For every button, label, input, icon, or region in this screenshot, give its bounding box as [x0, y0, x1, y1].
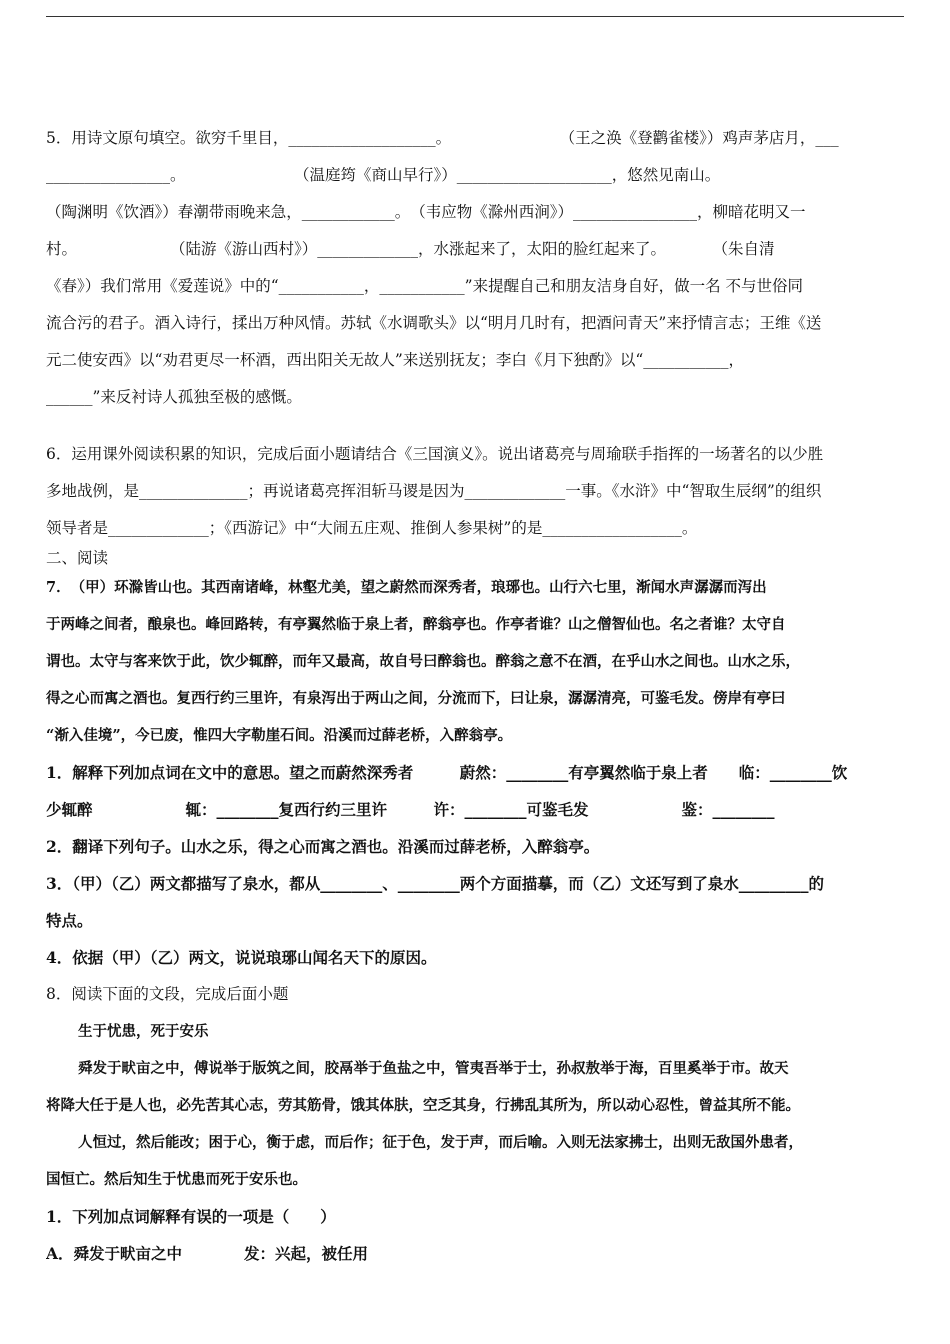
q6-line: 领导者是_____________；《西游记》中“大闹五庄观、推倒人参果树”的是__________________。 [46, 519, 698, 537]
q7-item: 3．（甲）（乙）两文都描写了泉水，都从________、________两个方面描摹，而（乙）文还写到了泉水_________的 [46, 874, 825, 893]
q7-passage-line: 于两峰之间者，酿泉也。峰回路转，有亭翼然临于泉上者，醉翁亭也。作亭者谁？山之僧智仙也。名之者谁？太守自 [46, 616, 786, 633]
q7-item: 4．依据（甲）（乙）两文，说说琅琊山闻名天下的原因。 [46, 948, 437, 967]
q7-passage-line: “渐入佳境”，今已废，惟四大字勒崖石间。沿溪而过薛老桥，入醉翁亭。 [46, 727, 513, 744]
question-5 [46, 120, 906, 416]
q8-intro: 8．阅读下面的文段，完成后面小题 [46, 985, 289, 1003]
question-7 [46, 569, 906, 976]
q7-passage-line: 谓也。太守与客来饮于此，饮少辄醉，而年又最高，故自号曰醉翁也。醉翁之意不在酒，在乎山水之间也。山水之乐， [46, 653, 800, 670]
question-8 [46, 976, 906, 1272]
document-body [46, 120, 906, 1272]
q5-line: ________________。 （温庭筠《商山早行》）____________________，悠然见南山。 [46, 166, 721, 184]
q5-line: 元二使安西》以“劝君更尽一杯酒，西出阳关无故人”来送别抚友；李白《月下独酌》以“___________， [46, 351, 745, 369]
q7-item: 2．翻译下列句子。山水之乐，得之心而寓之酒也。沿溪而过薛老桥，入醉翁亭。 [46, 837, 600, 856]
q7-item: 少辄醉 辄：________复西行约三里许 许：________可鉴毛发 鉴：________ [46, 800, 775, 819]
q6-line: 6．运用课外阅读积累的知识，完成后面小题请结合《三国演义》。说出诸葛亮与周瑜联手指挥的一场著名的以少胜 [46, 445, 824, 463]
q8-passage-line: 将降大任于是人也，必先苦其心志，劳其筋骨，饿其体肤，空乏其身，行拂乱其所为，所以动心忍性，曾益其所不能。 [46, 1097, 800, 1114]
question-6 [46, 436, 906, 547]
q8-passage-line: 国恒亡。然后知生于忧患而死于安乐也。 [46, 1171, 307, 1188]
q5-line: 5．用诗文原句填空。欲穷千里目，___________________。 （王之涣《登鹳雀楼》）鸡声茅店月，___ [46, 129, 839, 147]
q5-line: 村。 （陆游《游山西村》）_____________，水涨起来了，太阳的脸红起来了。 （朱自清 [46, 240, 775, 258]
section-heading: 二、阅读 [46, 549, 109, 567]
header-rule [46, 16, 904, 17]
q5-line: 流合污的君子。酒入诗行，揉出万种风情。苏轼《水调歌头》以“明月几时有，把酒问青天”来抒情言志；王维《送 [46, 314, 822, 332]
q5-line: （陶渊明《饮酒》）春潮带雨晚来急，____________。 （韦应物《滁州西涧》）________________，柳暗花明又一 [46, 203, 806, 221]
q7-passage-line: 7． （甲）环滁皆山也。其西南诸峰，林壑尤美，望之蔚然而深秀者，琅琊也。山行六七里，渐闻水声潺潺而泻出 [46, 579, 767, 596]
q7-passage-line: 得之心而寓之酒也。复西行约三里许，有泉泻出于两山之间，分流而下，曰让泉，潺潺清亮，可鉴毛发。傍岸有亭曰 [46, 690, 786, 707]
q8-passage-line: 舜发于畎亩之中，傅说举于版筑之间，胶鬲举于鱼盐之中，管夷吾举于士，孙叔敖举于海，百里奚举于市。故天 [78, 1060, 789, 1077]
q5-line: ______”来反衬诗人孤独至极的感慨。 [46, 388, 302, 406]
q7-item: 1．解释下列加点词在文中的意思。望之而蔚然深秀者 蔚然：________有亭翼然临于泉上者 临：________饮 [46, 763, 848, 782]
spacer [46, 416, 906, 436]
q8-passage-title: 生于忧患，死于安乐 [78, 1023, 209, 1040]
q8-option-a: A．舜发于畎亩之中 发：兴起，被任用 [46, 1244, 369, 1263]
q7-item: 特点。 [46, 911, 93, 930]
q8-passage-line: 人恒过，然后能改；困于心，衡于虑，而后作；征于色，发于声，而后喻。入则无法家拂士，出则无敌国外患者， [78, 1134, 803, 1151]
q5-line: 《春》）我们常用《爱莲说》中的“___________，___________”来提醒自己和朋友洁身自好，做一名 不与世俗同 [46, 277, 804, 295]
q8-question: 1．下列加点词解释有误的一项是（ ） [46, 1207, 336, 1226]
q6-line: 多地战例，是______________；再说诸葛亮挥泪斩马谡是因为_____________一事。《水浒》中“智取生辰纲”的组织 [46, 482, 822, 500]
